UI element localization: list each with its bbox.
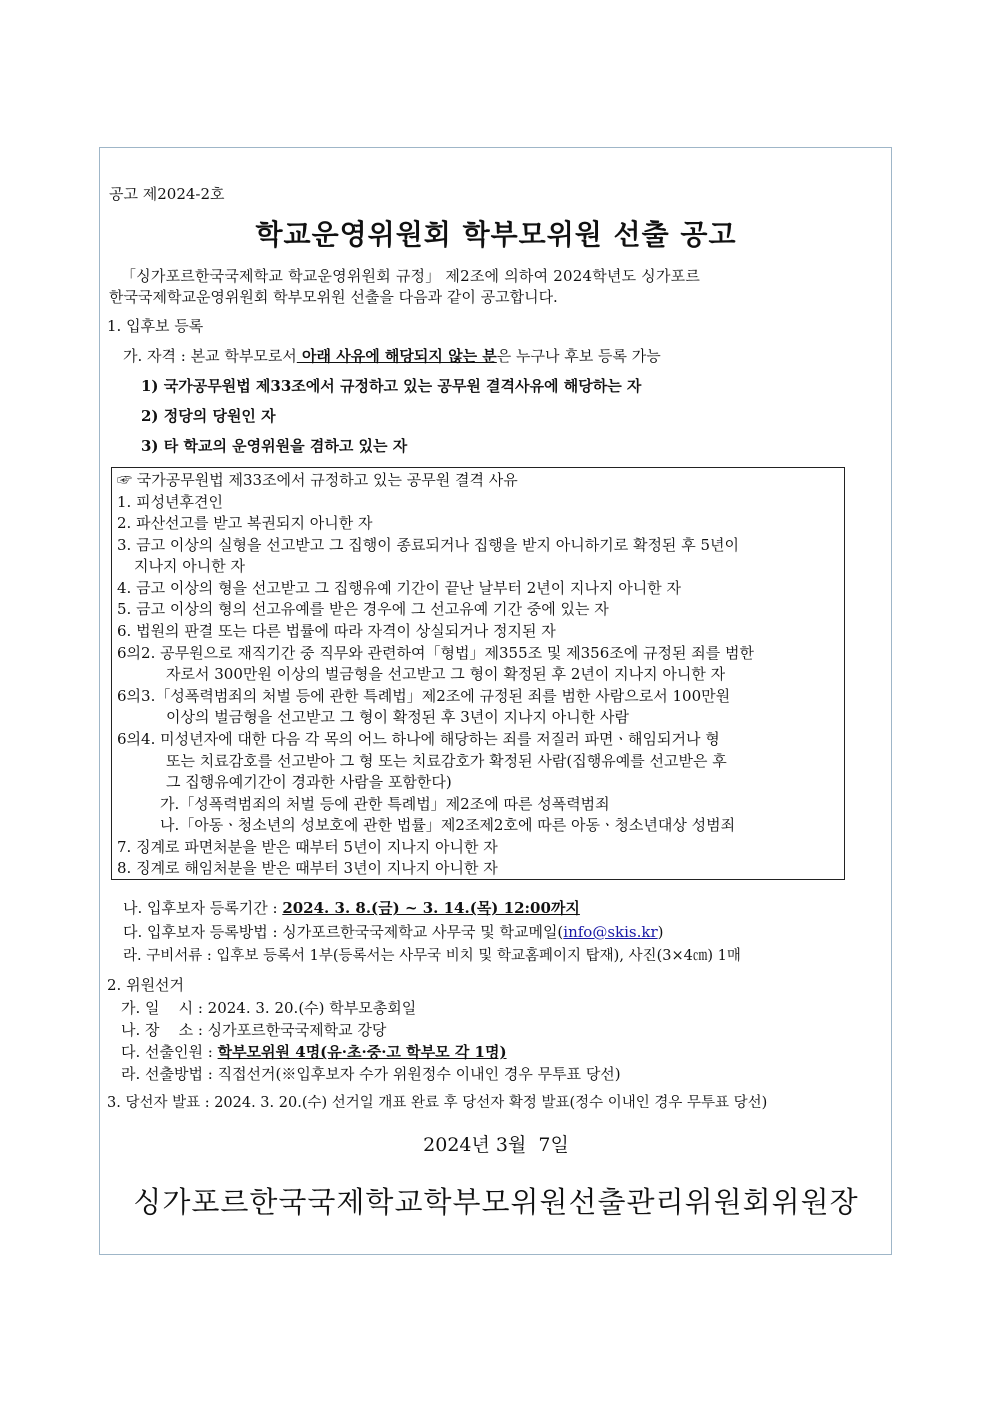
box-heading: ☞ 국가공무원법 제33조에서 규정하고 있는 공무원 결격 사유 bbox=[117, 471, 518, 489]
election-date: 가. 일 시 : 2024. 3. 20.(수) 학부모총회일 bbox=[121, 999, 417, 1017]
registration-method bbox=[123, 922, 664, 942]
email-link[interactable]: info@skis.kr bbox=[563, 923, 658, 941]
box-line: 6의2. 공무원으로 재직기간 중 직무와 관련하여「형법」제355조 및 제356조에 규정된 죄를 범한 bbox=[117, 644, 754, 662]
required-documents: 라. 구비서류 : 입후보 등록서 1부(등록서는 사무국 비치 및 학교홈페이지 탑재), 사진(3×4㎝) 1매 bbox=[123, 948, 741, 964]
section3-announcement: 3. 당선자 발표 : 2024. 3. 20.(수) 선거일 개표 완료 후 당선자 확정 발표(정수 이내인 경우 무투표 당선) bbox=[107, 1095, 768, 1111]
box-line: 나.「아동ㆍ청소년의 성보호에 관한 법률」제2조제2호에 따른 아동ㆍ청소년대상 성범죄 bbox=[160, 816, 736, 834]
qualification-suffix: 은 누구나 후보 등록 가능 bbox=[496, 347, 661, 365]
document-title: 학교운영위원회 학부모위원 선출 공고 bbox=[255, 218, 737, 251]
box-line: 6의4. 미성년자에 대한 다음 각 목의 어느 하나에 해당하는 죄를 저질러 파면ㆍ해임되거나 형 bbox=[117, 730, 720, 748]
registration-method-close: ) bbox=[657, 923, 664, 941]
reason-2: 2) 정당의 당원인 자 bbox=[141, 407, 276, 425]
box-line: 8. 징계로 해임처분을 받은 때부터 3년이 지나지 아니한 자 bbox=[117, 859, 498, 877]
box-line: 또는 치료감호를 선고받아 그 형 또는 치료감호가 확정된 사람(집행유예를 선고받은 후 bbox=[166, 752, 727, 770]
qualification-line bbox=[123, 346, 661, 366]
box-line: 6의3.「성폭력범죄의 처벌 등에 관한 특례법」제2조에 규정된 죄를 범한 사람으로서 100만원 bbox=[117, 687, 731, 705]
registration-period-value: 2024. 3. 8.(금) ~ 3. 14.(목) 12:00까지 bbox=[282, 899, 580, 917]
box-line: 4. 금고 이상의 형을 선고받고 그 집행유예 기간이 끝난 날부터 2년이 지나지 아니한 자 bbox=[117, 579, 682, 597]
reason-1: 1) 국가공무원법 제33조에서 규정하고 있는 공무원 결격사유에 해당하는 자 bbox=[141, 377, 642, 395]
section1-heading: 1. 입후보 등록 bbox=[107, 317, 204, 335]
registration-period bbox=[123, 898, 580, 918]
box-line: 7. 징계로 파면처분을 받은 때부터 5년이 지나지 아니한 자 bbox=[117, 838, 498, 856]
signature: 싱가포르한국국제학교학부모위원선출관리위원회위원장 bbox=[133, 1185, 859, 1219]
box-line: 2. 파산선고를 받고 복권되지 아니한 자 bbox=[117, 514, 373, 532]
registration-period-label: 나. 입후보자 등록기간 : bbox=[123, 899, 283, 917]
box-line: 이상의 벌금형을 선고받고 그 형이 확정된 후 3년이 지나지 아니한 사람 bbox=[166, 708, 629, 726]
announcement-date: 2024년 3월 7일 bbox=[423, 1134, 569, 1156]
qualification-prefix: 가. 자격 : 본교 학부모로서 bbox=[123, 347, 297, 365]
election-count-value: 학부모위원 4명(유·초·중·고 학부모 각 1명) bbox=[217, 1043, 507, 1061]
qualification-underlined: 아래 사유에 해당되지 않는 분 bbox=[296, 347, 497, 365]
box-line: 5. 금고 이상의 형의 선고유예를 받은 경우에 그 선고유예 기간 중에 있는 자 bbox=[117, 600, 609, 618]
box-line: 6. 법원의 판결 또는 다른 법률에 따라 자격이 상실되거나 정지된 자 bbox=[117, 622, 556, 640]
box-line: 지나지 아니한 자 bbox=[134, 557, 245, 575]
election-count-label: 다. 선출인원 : bbox=[121, 1043, 218, 1061]
box-line: 자로서 300만원 이상의 벌금형을 선고받고 그 형이 확정된 후 2년이 지나지 아니한 자 bbox=[166, 665, 726, 683]
election-count bbox=[121, 1042, 507, 1062]
notice-number: 공고 제2024-2호 bbox=[109, 185, 225, 203]
box-line: 그 집행유예기간이 경과한 사람을 포함한다) bbox=[166, 773, 452, 791]
box-line: 3. 금고 이상의 실형을 선고받고 그 집행이 종료되거나 집행을 받지 아니하기로 확정된 후 5년이 bbox=[117, 536, 739, 554]
section2-heading: 2. 위원선거 bbox=[107, 976, 185, 994]
reason-3: 3) 타 학교의 운영위원을 겸하고 있는 자 bbox=[141, 437, 408, 455]
election-method: 라. 선출방법 : 직접선거(※입후보자 수가 위원정수 이내인 경우 무투표 당선) bbox=[121, 1065, 621, 1083]
box-line: 가.「성폭력범죄의 처벌 등에 관한 특례법」제2조에 따른 성폭력범죄 bbox=[160, 795, 610, 813]
intro-line-1: 「싱가포르한국국제학교 학교운영위원회 규정」 제2조에 의하여 2024학년도 싱가포르 bbox=[121, 267, 701, 285]
intro-line-2: 한국국제학교운영위원회 학부모위원 선출을 다음과 같이 공고합니다. bbox=[109, 288, 558, 306]
election-place: 나. 장 소 : 싱가포르한국국제학교 강당 bbox=[121, 1021, 387, 1039]
box-line: 1. 피성년후견인 bbox=[117, 493, 224, 511]
registration-method-label: 다. 입후보자 등록방법 : 싱가포르한국국제학교 사무국 및 학교메일( bbox=[123, 923, 564, 941]
